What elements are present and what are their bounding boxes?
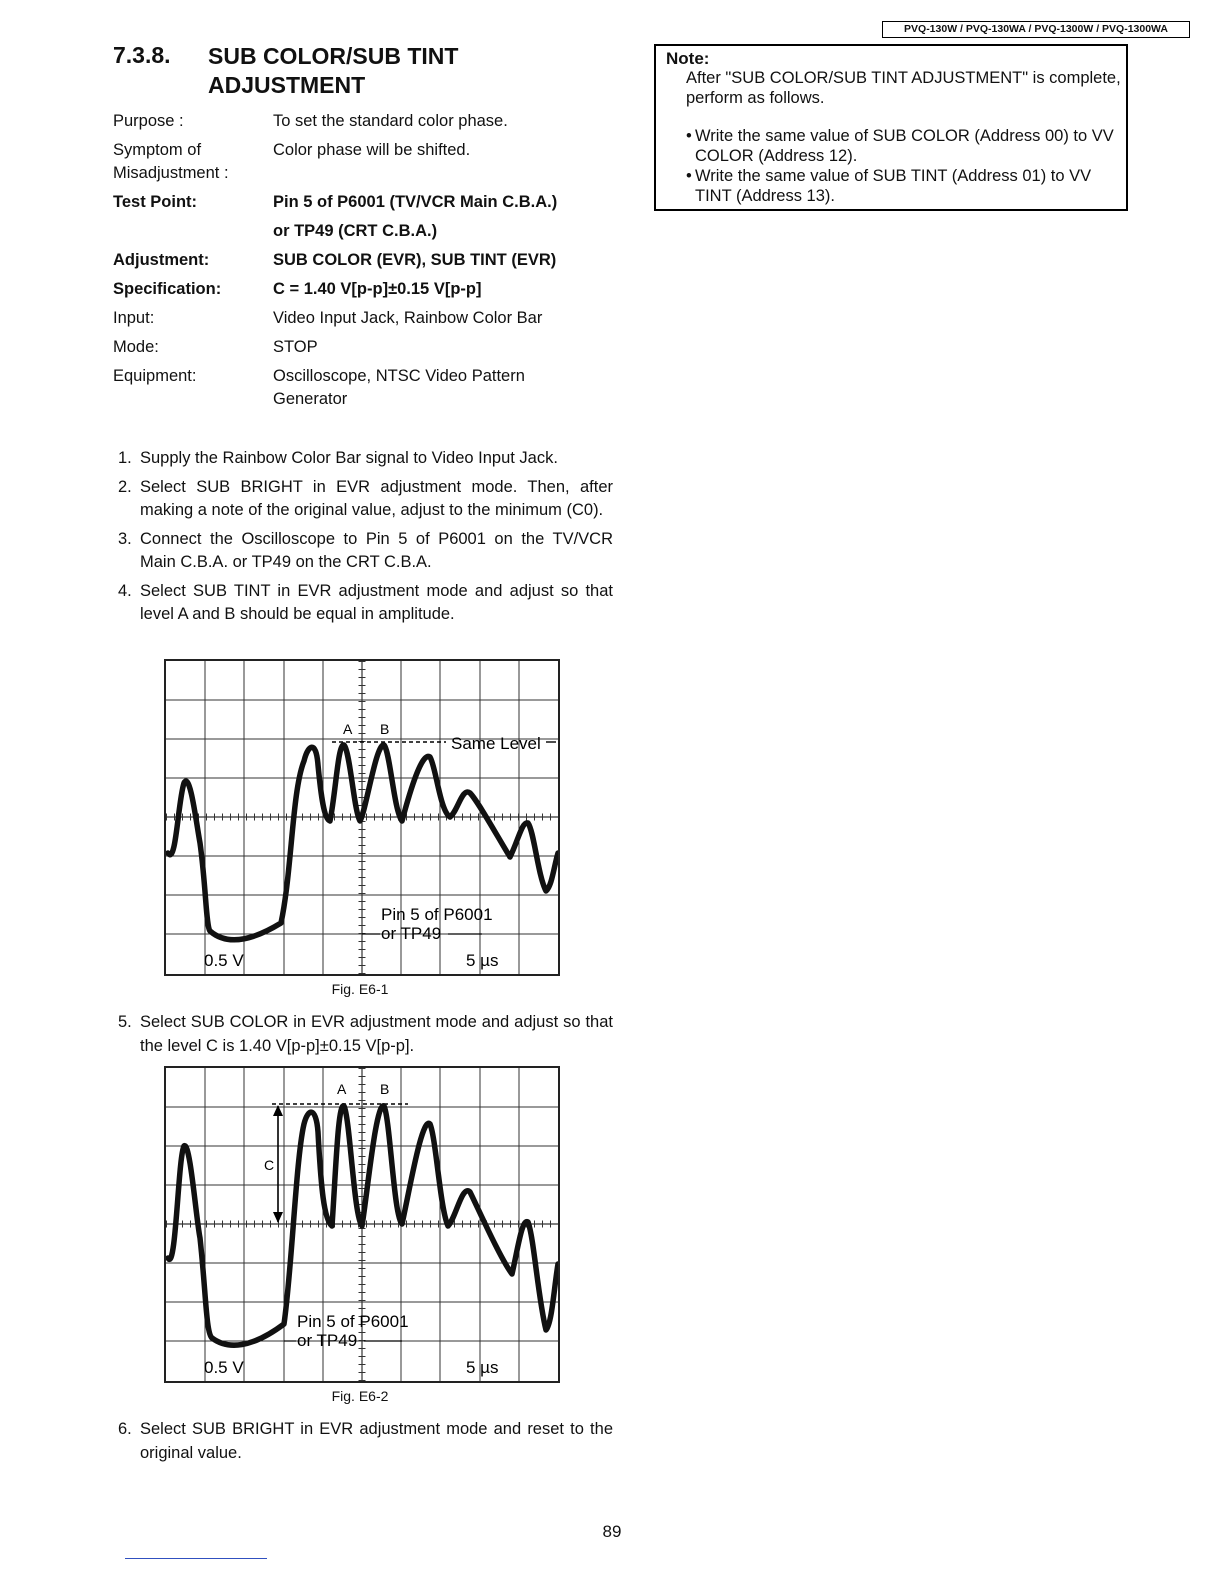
label-c: C (264, 1157, 275, 1173)
step-text: Select SUB TINT in EVR adjustment mode and adjust so that level A and B should be equal in amplitude. (140, 581, 613, 623)
spec-value-line: or TP49 (CRT C.B.A.) (273, 222, 438, 240)
step-text: Select SUB COLOR in EVR adjustment mode and adjust so that the level C is 1.40 V[p-p]±0.15 V[p-p]. (140, 1013, 613, 1055)
step-text: Select SUB BRIGHT in EVR adjustment mode and reset to the original value. (140, 1420, 613, 1462)
label-b: B (380, 1081, 390, 1097)
spec-value (273, 191, 613, 249)
step-number: 2. (118, 477, 132, 496)
step-number: 1. (118, 449, 132, 467)
spec-label: Purpose : (113, 112, 184, 130)
step-item (118, 476, 613, 523)
step-number: 5. (118, 1013, 132, 1031)
step-text: Supply the Rainbow Color Bar signal to Video Input Jack. (140, 449, 558, 467)
spec-row-adjustment (113, 249, 613, 278)
steps-list-1 (118, 447, 613, 632)
test-point-alt-label: or TP49 (381, 924, 442, 943)
waveform-trace-2 (168, 1106, 558, 1345)
spec-label: Adjustment: (113, 251, 210, 269)
volts-per-div: 0.5 V (204, 1358, 244, 1377)
spec-label-line: Misadjustment : (113, 164, 229, 182)
waveform-svg-1 (166, 661, 558, 974)
waveform-svg-2 (166, 1068, 558, 1381)
same-level-label: Same Level (451, 734, 541, 753)
test-point-alt-label: or TP49 (297, 1331, 358, 1350)
note-bullet-text: Write the same value of SUB TINT (Address 01) to VV TINT (Address 13). (695, 167, 1092, 205)
step-number: 4. (118, 581, 132, 600)
spec-value: To set the standard color phase. (273, 112, 508, 130)
spec-label: Equipment: (113, 367, 197, 385)
steps-list-3 (118, 1418, 613, 1470)
note-title: Note: (666, 49, 710, 68)
spec-value: STOP (273, 338, 318, 356)
spec-value: C = 1.40 V[p-p]±0.15 V[p-p] (273, 280, 482, 298)
bullet-dot: • (686, 167, 692, 185)
spec-value: Video Input Jack, Rainbow Color Bar (273, 309, 543, 327)
note-bullet-text: Write the same value of SUB COLOR (Address 00) to VV COLOR (Address 12). (695, 127, 1114, 165)
page-number: 89 (602, 1522, 622, 1541)
spec-value: SUB COLOR (EVR), SUB TINT (EVR) (273, 251, 557, 269)
note-body (686, 68, 1122, 206)
volts-per-div: 0.5 V (204, 951, 244, 970)
spec-row-test-point (113, 191, 613, 249)
step-number: 6. (118, 1420, 132, 1438)
step-item (118, 580, 613, 627)
time-per-div: 5 µs (466, 951, 499, 970)
spec-label: Specification: (113, 280, 222, 298)
label-b: B (380, 721, 390, 737)
figure-caption-e6-1: Fig. E6-1 (331, 981, 389, 997)
spec-table (113, 110, 613, 411)
spec-value-line: Oscilloscope, NTSC Video Pattern (273, 367, 525, 385)
spec-value: Color phase will be shifted. (273, 141, 471, 159)
step-item (118, 1011, 613, 1058)
time-per-div: 5 µs (466, 1358, 499, 1377)
spec-label: Test Point: (113, 193, 198, 211)
spec-row-input (113, 307, 613, 336)
test-point-label: Pin 5 of P6001 (297, 1312, 409, 1331)
step-item (118, 447, 613, 471)
bullet-dot: • (686, 127, 692, 145)
step-number: 3. (118, 529, 132, 548)
spec-row-mode (113, 336, 613, 365)
oscilloscope-figure-e6-2 (164, 1066, 560, 1383)
spec-label: Input: (113, 309, 155, 327)
spec-value (273, 365, 613, 411)
figure-caption-e6-2: Fig. E6-2 (331, 1388, 389, 1404)
label-a: A (343, 721, 353, 737)
section-number: 7.3.8. (113, 42, 171, 68)
spec-row-symptom (113, 139, 613, 191)
steps-list-2 (118, 1011, 613, 1063)
spec-row-equipment (113, 365, 613, 411)
test-point-label: Pin 5 of P6001 (381, 905, 493, 924)
spec-value-line: Pin 5 of P6001 (TV/VCR Main C.B.A.) (273, 193, 558, 211)
section-title-line1: SUB COLOR/SUB TINT (208, 43, 459, 69)
oscilloscope-figure-e6-1 (164, 659, 560, 976)
note-bullet (686, 126, 1122, 166)
note-bullet (686, 166, 1122, 206)
step-text: Connect the Oscilloscope to Pin 5 of P6001 on the TV/VCR Main C.B.A. or TP49 on the CRT C.B.A. (140, 529, 613, 571)
spec-row-specification (113, 278, 613, 307)
note-box (654, 44, 1128, 211)
step-item (118, 528, 613, 575)
label-a: A (337, 1081, 347, 1097)
section-title-line2: ADJUSTMENT (208, 72, 366, 98)
spec-row-purpose (113, 110, 613, 139)
spec-label: Mode: (113, 338, 159, 356)
waveform-trace-1 (168, 745, 558, 940)
model-header: PVQ-130W / PVQ-130WA / PVQ-1300W / PVQ-1300WA (882, 21, 1190, 38)
section-title (208, 42, 458, 100)
spec-label (113, 139, 273, 191)
footer-rule (125, 1558, 267, 1559)
note-intro: After "SUB COLOR/SUB TINT ADJUSTMENT" is complete, perform as follows. (686, 69, 1121, 107)
step-text: Select SUB BRIGHT in EVR adjustment mode. Then, after making a note of the original value, adjust to the minimum (C0). (140, 477, 613, 519)
step-item (118, 1418, 613, 1465)
spec-label-line: Symptom of (113, 141, 202, 159)
spec-value-line: Generator (273, 390, 348, 408)
